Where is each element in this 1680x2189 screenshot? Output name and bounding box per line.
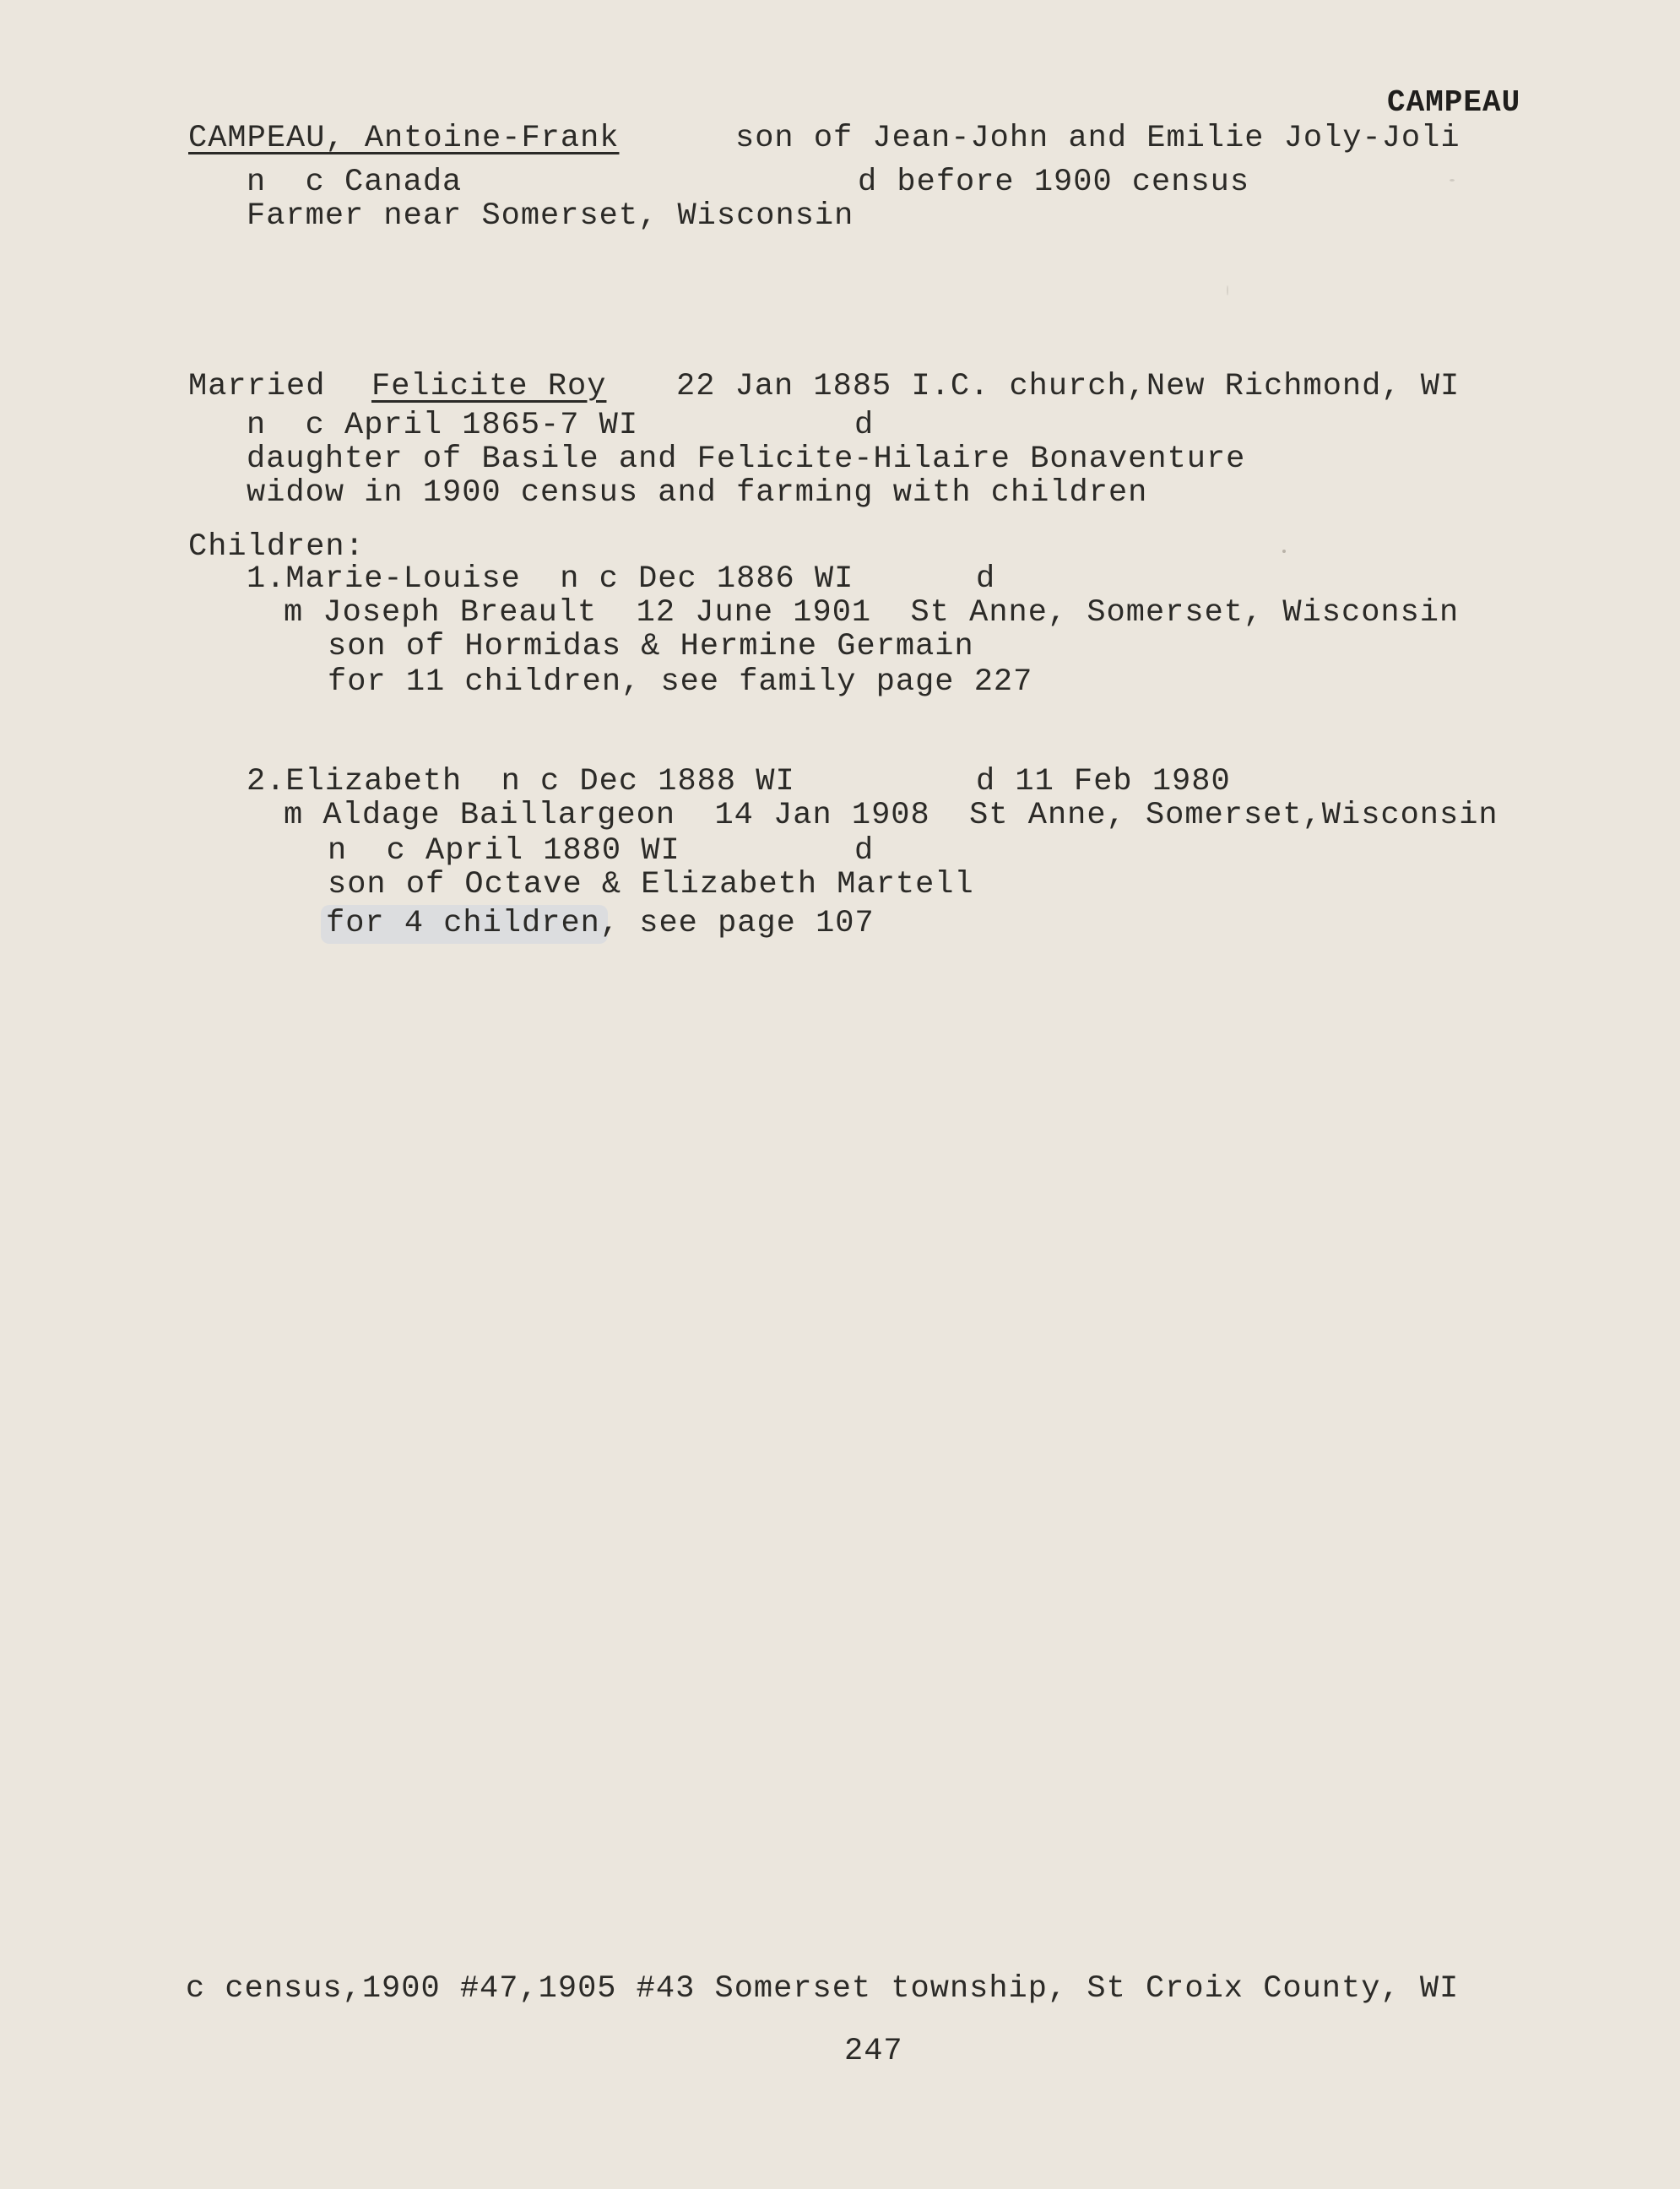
child-2-spouse-birth: n c April 1880 WI — [328, 833, 680, 869]
person-parents: son of Jean-John and Emilie Joly-Joli — [735, 121, 1461, 156]
spouse-note: widow in 1900 census and farming with children — [247, 475, 1148, 511]
paper-speck — [1227, 285, 1228, 295]
child-2-death: d 11 Feb 1980 — [976, 764, 1231, 799]
person-occupation: Farmer near Somerset, Wisconsin — [247, 198, 854, 234]
person-name: CAMPEAU, Antoine-Frank — [188, 121, 620, 156]
child-2-note: for 4 children, see page 107 — [326, 906, 875, 941]
child-2-spouse-death: d — [854, 833, 875, 869]
surname-header: CAMPEAU — [1387, 85, 1521, 120]
child-1-spouse-parents: son of Hormidas & Hermine Germain — [328, 629, 974, 664]
spouse-parents: daughter of Basile and Felicite-Hilaire Bonaventure — [247, 442, 1246, 477]
census-footnote: c census,1900 #47,1905 #43 Somerset township, St Croix County, WI — [186, 1971, 1460, 2007]
spouse-death: d — [854, 408, 875, 443]
child-1-marriage: m Joseph Breault 12 June 1901 St Anne, Somerset, Wisconsin — [284, 595, 1460, 631]
spouse-name: Felicite Roy — [371, 369, 607, 404]
child-1-death: d — [976, 561, 996, 597]
child-1-entry: 1.Marie-Louise n c Dec 1886 WI — [247, 561, 854, 597]
child-2-entry: 2.Elizabeth n c Dec 1888 WI — [247, 764, 795, 799]
child-2-marriage: m Aldage Baillargeon 14 Jan 1908 St Anne, Somerset,Wisconsin — [284, 798, 1498, 833]
child-2-spouse-parents: son of Octave & Elizabeth Martell — [328, 867, 974, 902]
page-number: 247 — [844, 2034, 903, 2069]
person-birth: n c Canada — [247, 165, 463, 200]
person-death: d before 1900 census — [858, 165, 1250, 200]
children-label: Children: — [188, 529, 365, 565]
marriage-label: Married — [188, 369, 326, 404]
paper-speck — [1450, 179, 1455, 182]
paper-speck — [1282, 550, 1286, 553]
marriage-details: 22 Jan 1885 I.C. church,New Richmond, WI — [676, 369, 1461, 404]
child-1-note: for 11 children, see family page 227 — [328, 664, 1033, 700]
spouse-birth: n c April 1865-7 WI — [247, 408, 639, 443]
